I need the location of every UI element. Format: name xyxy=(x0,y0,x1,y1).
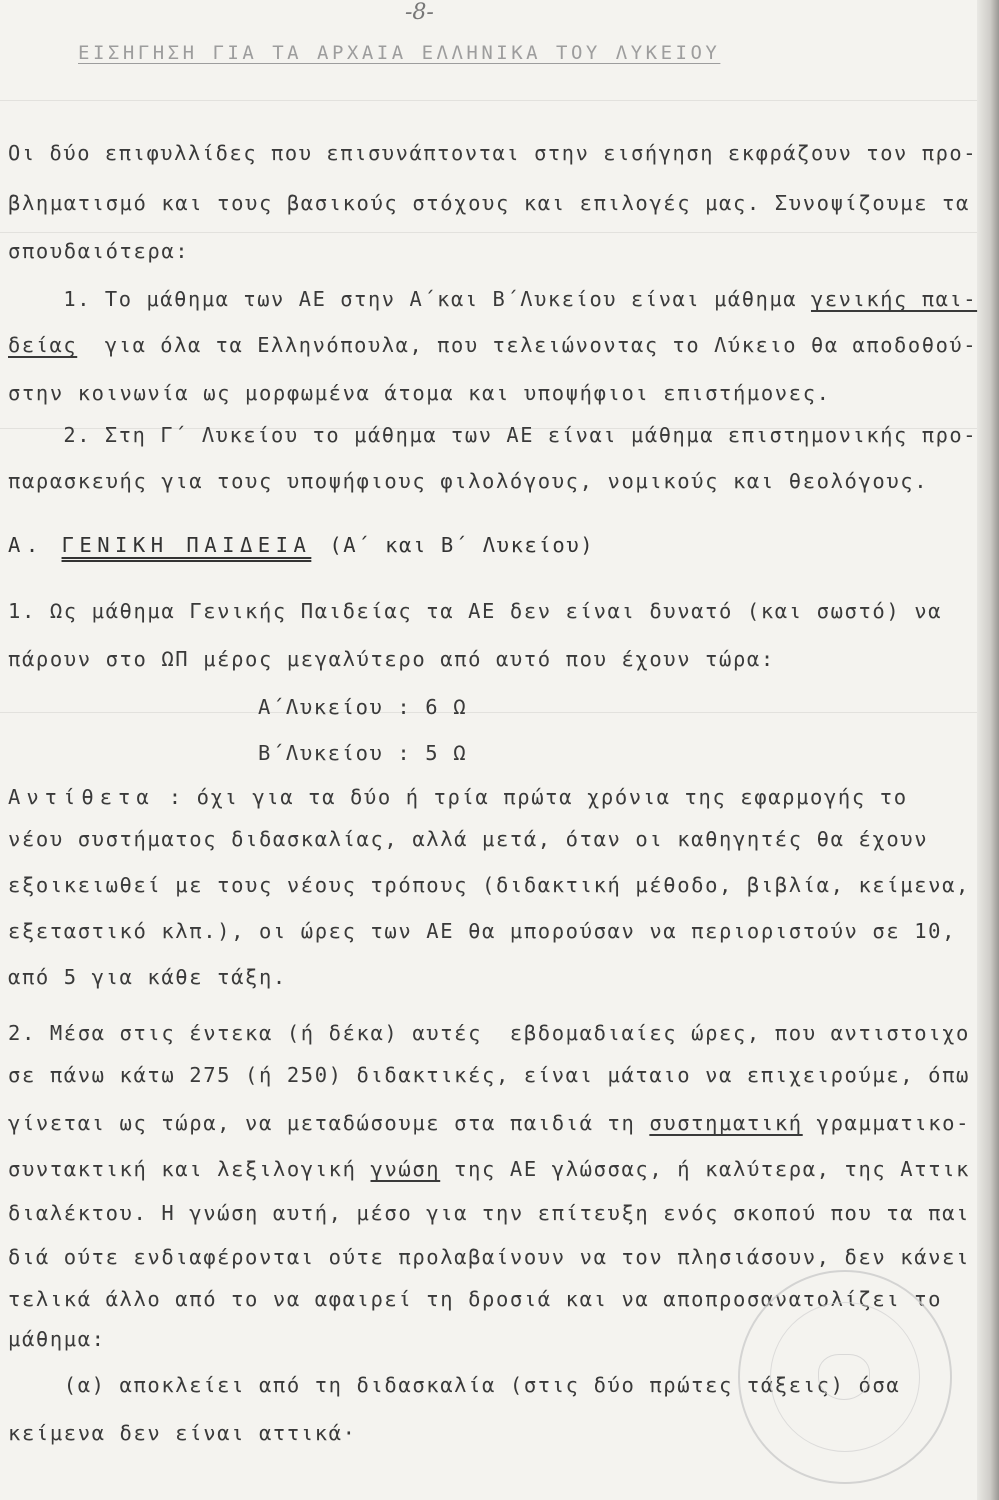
underlined-text: γενικής παι- xyxy=(810,287,978,311)
section-heading xyxy=(8,532,594,558)
contrary-line: εξοικειωθεί με τους νέους τρόπους (διδακτική μέθοδο, βιβλία, κείμενα, xyxy=(8,873,971,897)
document-title: ΕΙΣΗΓΗΣΗ ΓΙΑ ΤΑ ΑΡΧΑΙΑ ΕΛΛΗΝΙΚΑ ΤΟΥ ΛΥΚΕΙΟΥ xyxy=(78,42,721,64)
a1-line: πάρουν στο ΩΠ μέρος μεγαλύτερο από αυτό που έχουν τώρα: xyxy=(8,647,775,671)
page-number: -8- xyxy=(405,0,434,25)
a2-line xyxy=(8,1110,970,1136)
section-subtitle: (Α΄ και Β΄ Λυκείου) xyxy=(329,533,595,557)
a2-line: μάθημα: xyxy=(8,1327,106,1351)
intro-line: Οι δύο επιφυλλίδες που επισυνάπτονται στην εισήγηση εκφράζουν τον προ- xyxy=(8,141,978,165)
alpha-line: κείμενα δεν είναι αττικά· xyxy=(8,1421,357,1445)
a2-line: διαλέκτου. Η γνώση αυτή, μέσο για την επίτευξη ενός σκοπού που τα παι xyxy=(8,1201,971,1225)
contrary-line: εξεταστικό κλπ.), οι ώρες των ΑΕ θα μπορούσαν να περιοριστούν σε 10, xyxy=(8,919,957,943)
contrary-label: Αντίθετα xyxy=(8,785,155,809)
alpha-line: (α) αποκλείει από τη διδασκαλία (στις δύο πρώτες τάξεις) όσα xyxy=(8,1373,901,1397)
underlined-text: συστηματική xyxy=(649,1111,803,1135)
hours-b-lyceum: Β΄Λυκείου : 5 Ω xyxy=(258,741,468,765)
a2-text: γραμματικο- xyxy=(802,1111,971,1135)
contrary-line: νέου συστήματος διδασκαλίας, αλλά μετά, όταν οι καθηγητές θα έχουν xyxy=(8,827,929,851)
official-stamp xyxy=(738,1270,952,1484)
underlined-text: γνώση xyxy=(370,1157,441,1181)
a2-line: διά ούτε ενδιαφέρονται ούτε προλαβαίνουν να τον πλησιάσουν, δεν κάνει xyxy=(8,1245,971,1269)
a2-text: της ΑΕ γλώσσας, ή καλύτερα, της Αττικ xyxy=(440,1157,971,1181)
a1-line: 1. Ως μάθημα Γενικής Παιδείας τα ΑΕ δεν είναι δυνατό (και σωστό) να xyxy=(8,599,943,623)
point-1-line xyxy=(8,332,977,358)
point-1-text: 1. Το μάθημα των ΑΕ στην Α΄και Β΄Λυκείου είναι μάθημα xyxy=(8,287,811,311)
section-label: Α. xyxy=(8,533,44,557)
point-2-line: παρασκευής για τους υποψήφιους φιλολόγους, νομικούς και θεολόγους. xyxy=(8,469,929,493)
intro-line: σπουδαιότερα: xyxy=(8,239,190,263)
a2-line: σε πάνω κάτω 275 (ή 250) διδακτικές, είναι μάταιο να επιχειρούμε, όπω xyxy=(8,1063,971,1087)
section-title: ΓΕΝΙΚΗ ΠΑΙΔΕΙΑ xyxy=(61,533,312,557)
contrary-text: : όχι για τα δύο ή τρία πρώτα χρόνια της εφαρμογής το xyxy=(168,785,908,809)
page-edge xyxy=(977,0,999,1500)
a2-text: γίνεται ως τώρα, να μεταδώσουμε στα παιδιά τη xyxy=(8,1111,650,1135)
point-1-text: για όλα τα Ελληνόπουλα, που τελειώνοντας το Λύκειο θα αποδοθού- xyxy=(77,333,978,357)
ruled-line xyxy=(0,712,977,713)
hours-a-lyceum: Α΄Λυκείου : 6 Ω xyxy=(258,695,468,719)
coat-of-arms-icon xyxy=(818,1354,870,1400)
a2-text: συντακτική και λεξιλογική xyxy=(8,1157,371,1181)
a2-line: τελικά άλλο από το να αφαιρεί τη δροσιά και να αποπροσανατολίζει το xyxy=(8,1287,943,1311)
contrary-line: από 5 για κάθε τάξη. xyxy=(8,965,287,989)
contrary-line xyxy=(8,784,908,810)
a2-line xyxy=(8,1156,970,1182)
point-1-line xyxy=(8,286,977,312)
point-1-line: στην κοινωνία ως μορφωμένα άτομα και υποψήφιοι επιστήμονες. xyxy=(8,381,831,405)
ruled-line xyxy=(0,100,977,101)
underlined-text: δείας xyxy=(8,333,78,357)
intro-line: βληματισμό και τους βασικούς στόχους και επιλογές μας. Συνοψίζουμε τα xyxy=(8,191,971,215)
a2-line: 2. Μέσα στις έντεκα (ή δέκα) αυτές εβδομαδιαίες ώρες, που αντιστοιχο xyxy=(8,1021,971,1045)
ruled-line xyxy=(0,232,977,233)
point-2-line: 2. Στη Γ΄ Λυκείου το μάθημα των ΑΕ είναι μάθημα επιστημονικής προ- xyxy=(8,423,978,447)
